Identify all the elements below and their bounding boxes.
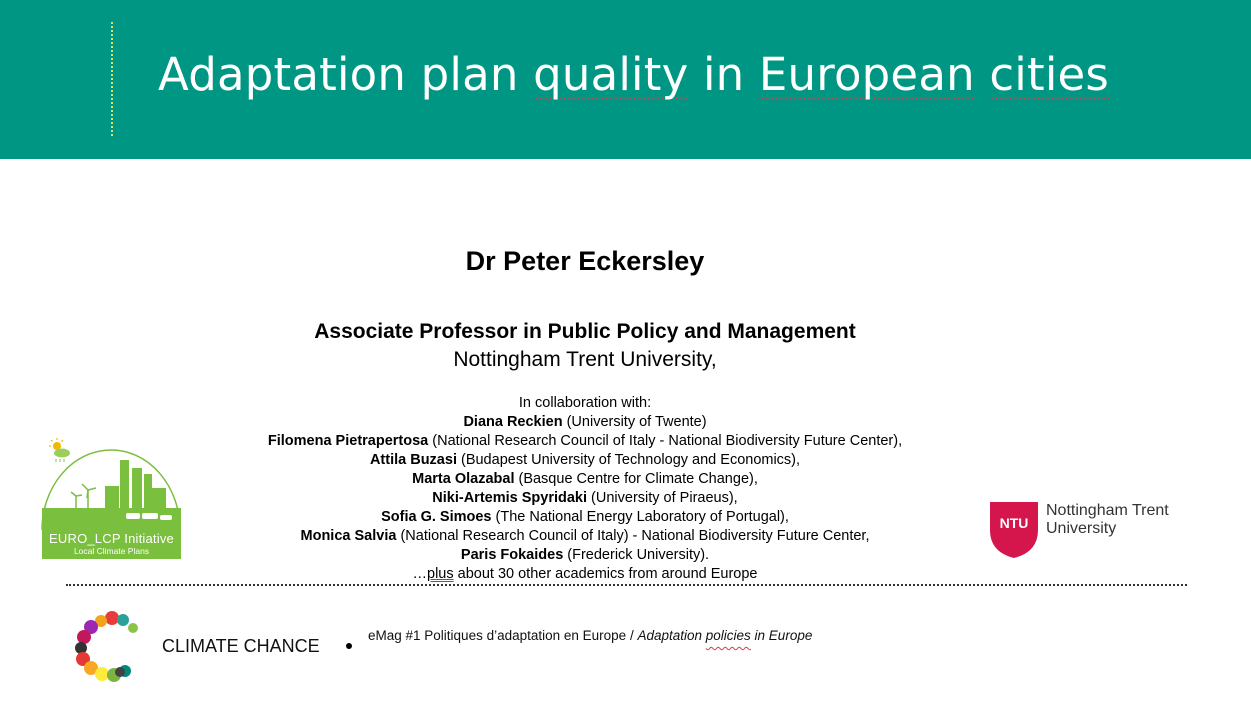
climate-chance-label: CLIMATE CHANCE [162,636,320,656]
collaborator-item: Diana Reckien (University of Twente) [463,414,707,430]
presenter-name: Dr Peter Eckersley [465,246,705,276]
euro-lcp-label: EURO_LCP Initiative Local Climate Plans [42,530,181,559]
slide-title: Adaptation plan quality in European cities [158,48,1110,101]
collaborator-item: Filomena Pietrapertosa (National Research Council of Italy - National Biodiversity Future Center), [267,433,903,449]
ntu-name: Nottingham Trent University [1046,502,1169,537]
title-accent-line [111,22,113,136]
climate-chance-logo [70,608,150,688]
presenter-institution: Nottingham Trent University, [453,348,717,371]
collaborator-item: Monica Salvia (National Research Council of Italy) - National Biodiversity Future Center, [300,528,870,544]
collaboration-closing: …plus about 30 other academics from around Europe [412,566,758,582]
bullet-icon [346,643,352,649]
collaboration-intro: In collaboration with: [518,395,652,411]
collaborator-item: Niki-Artemis Spyridaki (University of Piraeus), [432,490,738,506]
emag-reference: eMag #1 Politiques d’adaptation en Europe / Adaptation policies in Europe [368,628,813,643]
collaborator-item: Sofia G. Simoes (The National Energy Laboratory of Portugal), [381,509,789,525]
presenter-role: Associate Professor in Public Policy and Management [314,320,856,343]
collaborator-item: Paris Fokaides (Frederick University). [460,547,710,563]
footer-divider [66,584,1187,586]
collaborator-item: Attila Buzasi (Budapest University of Technology and Economics), [369,452,801,468]
ntu-mark: NTU [999,515,1029,531]
collaborator-item: Marta Olazabal (Basque Centre for Climate Change), [412,471,758,487]
